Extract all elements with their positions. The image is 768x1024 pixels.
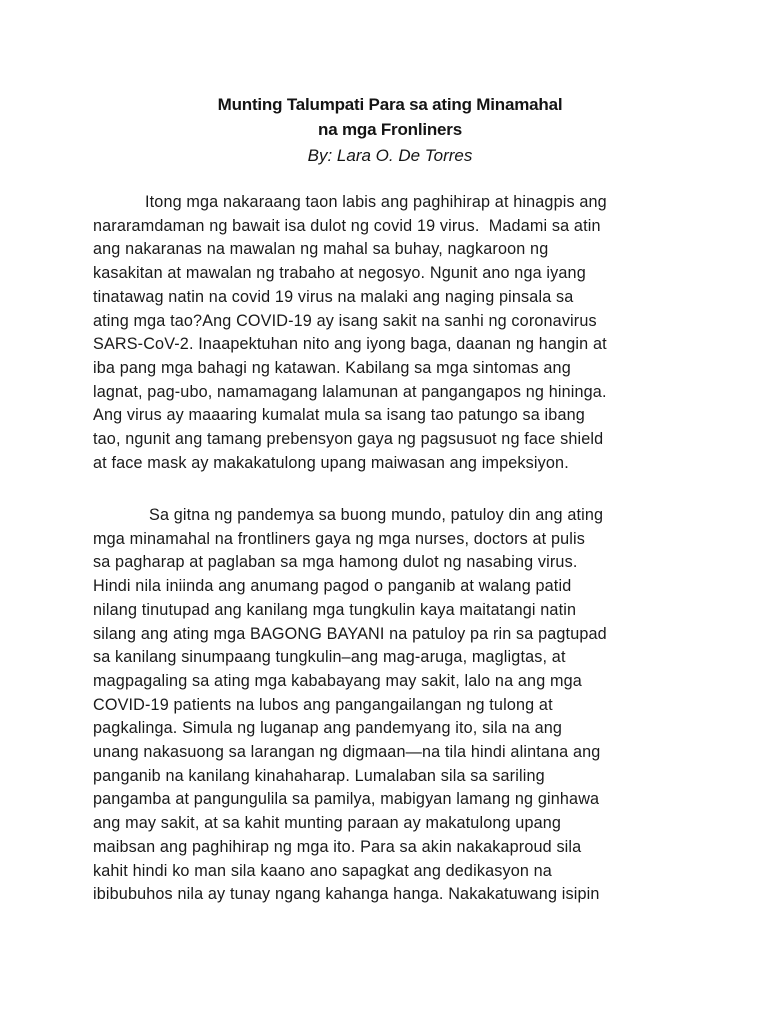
paragraph-line: Ang virus ay maaaring kumalat mula sa isang tao patungo sa ibang (93, 406, 585, 425)
paragraph-line: nararamdaman ng bawait isa dulot ng covid 19 virus. Madami sa atin (93, 216, 601, 235)
paragraph-line: Hindi nila iniinda ang anumang pagod o panganib at walang patid (93, 577, 572, 596)
paragraph-line: sa kanilang sinumpaang tungkulin–ang mag-aruga, magligtas, at (93, 648, 566, 667)
paragraph-line: iba pang mga bahagi ng katawan. Kabilang sa mga sintomas ang (93, 358, 571, 377)
paragraph-2 (93, 504, 693, 907)
paragraph-line: tinatawag natin na covid 19 virus na malaki ang naging pinsala sa (93, 287, 574, 306)
paragraph-line: panganib na kanilang kinahaharap. Lumalaban sila sa sariling (93, 766, 545, 785)
paragraph-1 (93, 191, 693, 475)
paragraph-line: nilang tinutupad ang kanilang mga tungkulin kaya maitatangi natin (93, 600, 577, 619)
document-title-line-1: Munting Talumpati Para sa ating Minamahal (217, 95, 563, 114)
paragraph-line: sa pagharap at paglaban sa mga hamong dulot ng nasabing virus. (93, 553, 578, 572)
paragraph-line: maibsan ang paghihirap ng mga ito. Para sa akin nakakaproud sila (93, 837, 582, 856)
title-block (0, 92, 768, 169)
paragraph-line: ang may sakit, at sa kahit munting paraan ay makatulong upang (93, 814, 562, 833)
document-title-line-2: na mga Fronliners (318, 120, 462, 139)
paragraph-line: tao, ngunit ang tamang prebensyon gaya ng pagsusuot ng face shield (93, 430, 604, 449)
paragraph-line: mga minamahal na frontliners gaya ng mga nurses, doctors at pulis (93, 529, 586, 548)
paragraph-line: ating mga tao?Ang COVID-19 ay isang sakit na sanhi ng coronavirus (93, 311, 597, 330)
paragraph-line: silang ang ating mga BAGONG BAYANI na patuloy pa rin sa pagtupad (93, 624, 607, 643)
paragraph-line: SARS-CoV-2. Inaapektuhan nito ang iyong baga, daanan ng hangin at (93, 335, 607, 354)
paragraph-line: lagnat, pag-ubo, namamagang lalamunan at pangangapos ng hininga. (93, 382, 607, 401)
paragraph-line: kahit hindi ko man sila kaano ano sapagkat ang dedikasyon na (93, 861, 552, 880)
paragraph-line: kasakitan at mawalan ng trabaho at negosyo. Ngunit ano nga iyang (93, 264, 586, 283)
document-author: By: Lara O. De Torres (307, 146, 473, 165)
paragraph-line: unang nakasuong sa larangan ng digmaan—na tila hindi alintana ang (93, 743, 601, 762)
paragraph-line: ibibubuhos nila ay tunay ngang kahanga hanga. Nakakatuwang isipin (93, 885, 600, 904)
paragraph-line: ang nakaranas na mawalan ng mahal sa buhay, nagkaroon ng (93, 240, 549, 259)
paragraph-line: COVID-19 patients na lubos ang pangangailangan ng tulong at (93, 695, 553, 714)
paragraph-line: Itong mga nakaraang taon labis ang paghihirap at hinagpis ang (145, 193, 607, 211)
paragraph-line: magpagaling sa ating mga kababayang may sakit, lalo na ang mga (93, 671, 582, 690)
paragraph-line: Sa gitna ng pandemya sa buong mundo, patuloy din ang ating (149, 506, 604, 524)
paragraph-line: at face mask ay makakatulong upang maiwasan ang impeksiyon. (93, 453, 569, 472)
paragraph-line: pagkalinga. Simula ng luganap ang pandemyang ito, sila na ang (93, 719, 563, 738)
paragraph-line: pangamba at pangungulila sa pamilya, mabigyan lamang ng ginhawa (93, 790, 600, 809)
